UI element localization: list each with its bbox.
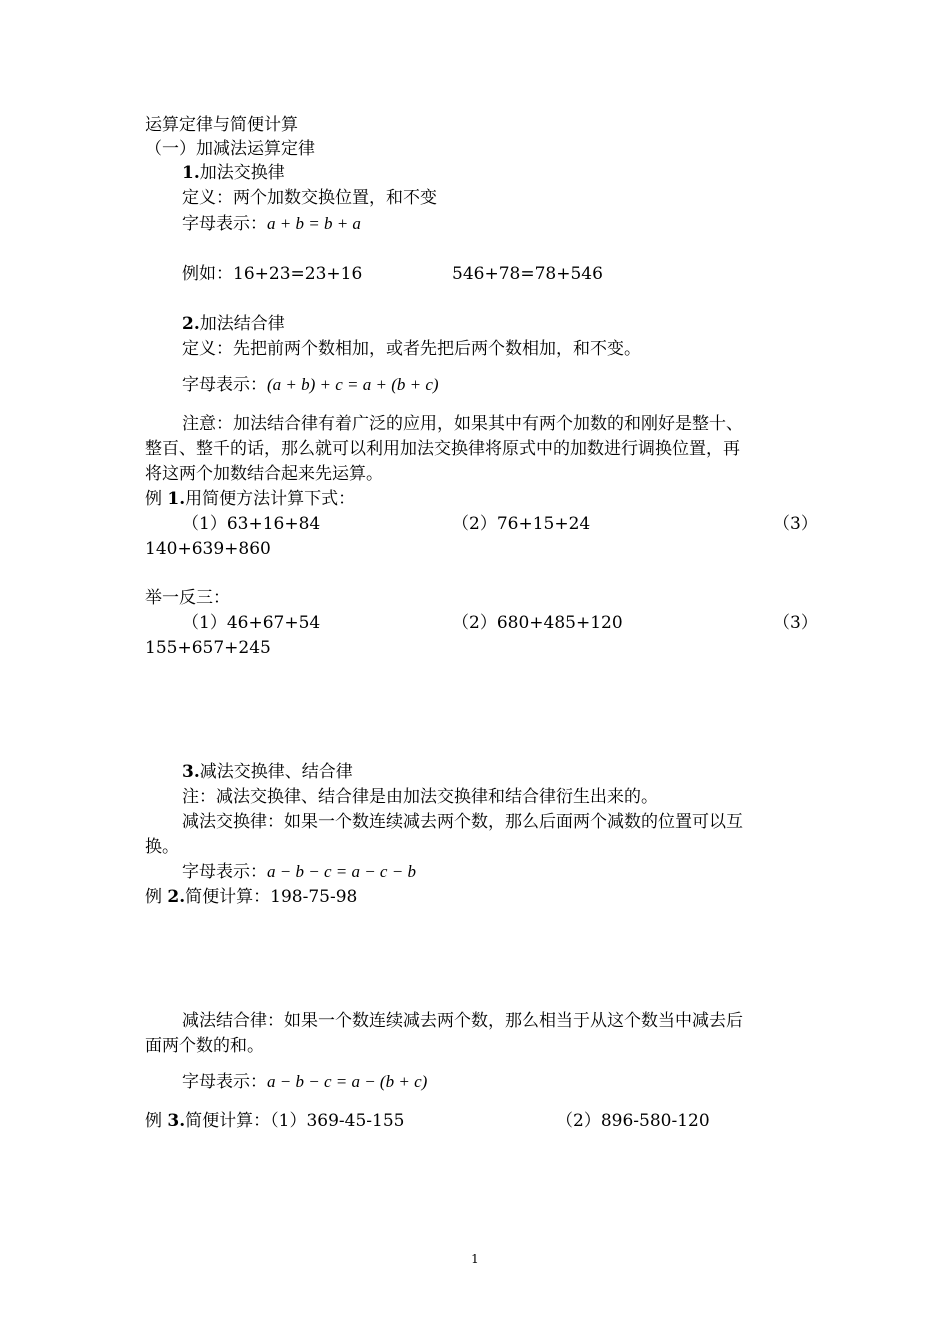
add-assoc-note-line-1: 注意：加法结合律有着广泛的应用，如果其中有两个加数的和刚好是整十、	[182, 414, 743, 434]
sub-comm-line-1: 减法交换律：如果一个数连续减去两个数，那么后面两个减数的位置可以互	[182, 812, 743, 832]
doc-title: 运算定律与简便计算	[145, 115, 298, 135]
example-1-num: 1.	[167, 489, 186, 509]
sub-assoc-formula: a − b − c = a − (b + c)	[267, 1072, 428, 1091]
example-1-q2: （2）76+15+24	[452, 514, 591, 534]
example-prefix: 例	[145, 887, 168, 907]
formula-label: 字母表示：	[182, 375, 267, 395]
formula-label: 字母表示：	[182, 1072, 267, 1092]
add-comm-heading	[182, 162, 285, 184]
add-comm-title: 加法交换律	[199, 163, 285, 183]
sub-comm-line-2: 换。	[145, 837, 179, 857]
example-2-num: 2.	[167, 887, 186, 907]
add-assoc-note-line-3: 将这两个加数结合起来先运算。	[145, 464, 383, 484]
add-assoc-formula-line	[182, 374, 439, 396]
add-comm-definition: 定义：两个加数交换位置，和不变	[182, 188, 437, 208]
section-heading: （一）加减法运算定律	[145, 139, 315, 159]
add-comm-example-label-line	[182, 263, 362, 285]
practice-q1: （1）46+67+54	[182, 613, 321, 633]
practice-q2: （2）680+485+120	[452, 613, 623, 633]
practice-title: 举一反三：	[145, 588, 230, 608]
formula-label: 字母表示：	[182, 862, 267, 882]
add-assoc-formula: (a + b) + c = a + (b + c)	[267, 375, 439, 394]
sub-laws-note: 注：减法交换律、结合律是由加法交换律和结合律衍生出来的。	[182, 787, 658, 807]
formula-label: 字母表示：	[182, 214, 267, 234]
sub-assoc-line-2: 面两个数的和。	[145, 1036, 264, 1056]
example-1-q3-label: （3）	[773, 514, 818, 534]
add-assoc-definition: 定义：先把前两个数相加，或者先把后两个数相加，和不变。	[182, 339, 641, 359]
sub-laws-num: 3.	[182, 762, 200, 782]
example-1-q1: （1）63+16+84	[182, 514, 321, 534]
add-assoc-num: 2.	[182, 314, 200, 334]
sub-comm-formula-line	[182, 861, 416, 883]
example-3-text: 简便计算：（1）369-45-155	[185, 1111, 405, 1131]
example-1-q3: 140+639+860	[145, 539, 271, 559]
example-1-heading	[145, 488, 355, 510]
sub-assoc-formula-line	[182, 1071, 427, 1093]
add-assoc-heading	[182, 313, 285, 335]
sub-assoc-line-1: 减法结合律：如果一个数连续减去两个数，那么相当于从这个数当中减去后	[182, 1011, 743, 1031]
practice-q3: 155+657+245	[145, 638, 271, 658]
example-1-text: 用简便方法计算下式：	[185, 489, 356, 509]
add-comm-example-1: 16+23=23+16	[233, 264, 363, 284]
example-3	[145, 1110, 405, 1132]
add-comm-num: 1.	[182, 163, 200, 183]
example-2-text: 简便计算：198-75-98	[185, 887, 358, 907]
example-3-num: 3.	[167, 1111, 186, 1131]
sub-comm-formula: a − b − c = a − c − b	[267, 862, 416, 881]
example-prefix: 例	[145, 1111, 168, 1131]
example-3-q2: （2）896-580-120	[556, 1111, 710, 1131]
add-assoc-note-line-2: 整百、整千的话，那么就可以利用加法交换律将原式中的加数进行调换位置，再	[145, 439, 740, 459]
add-assoc-title: 加法结合律	[199, 314, 285, 334]
example-label: 例如：	[182, 264, 233, 284]
page-number: 1	[471, 1252, 479, 1266]
add-comm-formula-line	[182, 213, 361, 235]
add-comm-example-2: 546+78=78+546	[452, 264, 603, 284]
sub-laws-title: 减法交换律、结合律	[199, 762, 353, 782]
add-comm-formula: a + b = b + a	[267, 214, 361, 233]
example-2	[145, 886, 357, 908]
example-prefix: 例	[145, 489, 168, 509]
practice-q3-label: （3）	[773, 613, 818, 633]
sub-laws-heading	[182, 761, 353, 783]
